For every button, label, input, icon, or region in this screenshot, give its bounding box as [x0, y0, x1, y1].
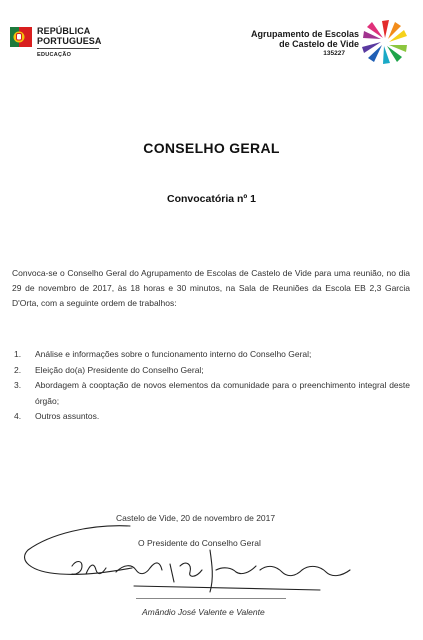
- document-title: CONSELHO GERAL: [143, 140, 280, 156]
- republica-portuguesa-logo: [10, 24, 130, 68]
- school-name-line-1: Agrupamento de Escolas: [250, 29, 359, 39]
- agenda-item-number: 2.: [14, 364, 22, 375]
- place-date: Castelo de Vide, 20 de novembro de 2017: [116, 513, 276, 523]
- government-line-1: REPÚBLICA: [37, 26, 91, 36]
- agenda-item-text: Outros assuntos.: [35, 411, 100, 421]
- multicolor-flower-logo-icon: [360, 18, 410, 66]
- school-name-line-2: de Castelo de Vide: [279, 39, 359, 49]
- intro-paragraph: Convoca-se o Conselho Geral do Agrupamento de Escolas de Castelo de Vide para uma reunião, no dia 29 de novembro de 2017, às 18 horas e 30 minutos, na Sala de Reuniões da Escola EB 2,3 Garcia D'Orta, com a seguinte ordem de trabalhos:: [12, 268, 410, 308]
- signer-role: O Presidente do Conselho Geral: [138, 538, 261, 548]
- agenda-item-number: 3.: [14, 380, 22, 390]
- list-item: [12, 409, 410, 425]
- agenda-item-text: Eleição do(a) Presidente do Conselho Geral;: [35, 364, 204, 375]
- signature-line: [136, 598, 286, 599]
- ministry-label: EDUCAÇÃO: [37, 52, 72, 58]
- agenda-list: [12, 347, 410, 425]
- list-item: [12, 363, 410, 379]
- agenda-item-number: 4.: [14, 411, 22, 421]
- government-line-2: PORTUGUESA: [37, 36, 102, 46]
- handwritten-signature: [20, 520, 390, 620]
- divider: [37, 48, 99, 49]
- agenda-item-text: Abordagem à cooptação de novos elementos da comunidade para o preenchimento integral deste órgão;: [35, 380, 410, 406]
- document-subtitle: Convocatória nº 1: [166, 193, 257, 205]
- signer-name: Amândio José Valente e Valente: [142, 607, 265, 617]
- agenda-item-number: 1.: [14, 349, 22, 359]
- school-code: 135227: [323, 50, 345, 57]
- government-name: [37, 26, 102, 46]
- list-item: [12, 347, 410, 363]
- list-item: [12, 378, 410, 409]
- agenda-item-text: Análise e informações sobre o funcionamento interno do Conselho Geral;: [35, 349, 312, 359]
- school-header: [251, 29, 359, 59]
- portugal-flag-emblem-icon: [10, 24, 34, 52]
